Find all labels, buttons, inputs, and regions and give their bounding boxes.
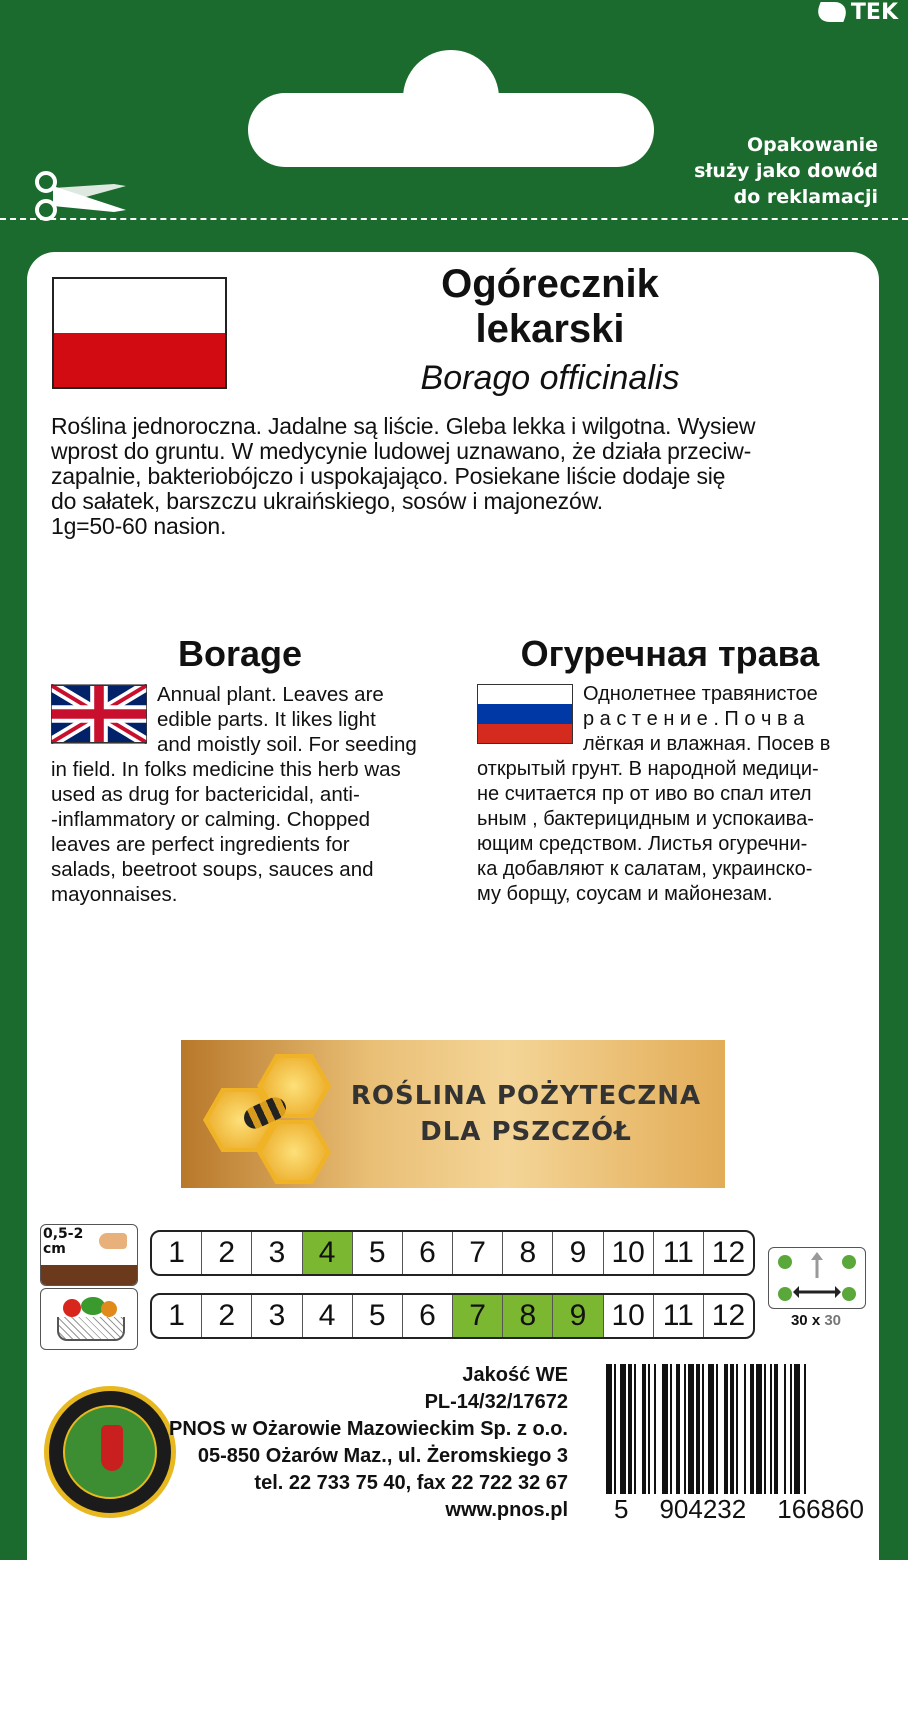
english-line: mayonnaises.	[51, 883, 178, 906]
barcode	[602, 1364, 860, 1494]
harvest-month-11: 11	[654, 1295, 704, 1337]
harvest-month-5: 5	[353, 1295, 403, 1337]
description-english	[51, 682, 431, 907]
harvest-basket-icon	[40, 1288, 138, 1350]
description-line: zapalnie, bakteriobójczo i uspokajająco. Posiekane liście dodaje się	[51, 463, 726, 489]
english-heading: Borage	[177, 633, 303, 674]
harvest-calendar	[150, 1293, 755, 1339]
sowing-month-4: 4	[303, 1232, 353, 1274]
russian-line: не считается пр от иво во спал ител	[477, 783, 812, 805]
russian-heading: Огуречная трава	[520, 633, 820, 674]
sowing-month-6: 6	[403, 1232, 453, 1274]
bee-friendly-banner	[181, 1040, 725, 1188]
notice-line: Opakowanie	[746, 134, 878, 156]
sowing-month-2: 2	[202, 1232, 252, 1274]
english-line: leaves are perfect ingredients for	[51, 833, 350, 856]
english-line: and moistly soil. For seeding	[157, 733, 417, 756]
english-line: used as drug for bactericidal, anti-	[51, 783, 360, 806]
hang-hole	[248, 93, 654, 167]
russian-line: ка добавляют к салатам, украинско-	[477, 858, 813, 880]
harvest-month-12: 12	[711, 1299, 746, 1332]
harvest-month-3: 3	[252, 1295, 302, 1337]
quality-label: Jakość WE	[462, 1364, 568, 1386]
spacing-label: 30 x 30	[790, 1312, 842, 1329]
sowing-month-3: 3	[252, 1232, 302, 1274]
russian-line: открытый грунт. В народной медици-	[477, 758, 819, 780]
sowing-month-7: 7	[453, 1232, 503, 1274]
sowing-depth-icon	[40, 1224, 138, 1286]
harvest-month-10: 10	[604, 1295, 654, 1337]
sowing-month-5: 5	[353, 1232, 403, 1274]
english-line: salads, beetroot soups, sauces and	[51, 858, 374, 881]
english-line: Annual plant. Leaves are	[157, 683, 384, 706]
cut-line	[0, 218, 908, 220]
brand-name: TEK	[850, 0, 898, 25]
brand-mark	[817, 0, 898, 24]
notice-line: służy jako dowód	[694, 160, 878, 182]
harvest-month-8: 8	[503, 1295, 553, 1337]
harvest-month-6: 6	[403, 1295, 453, 1337]
notice-line: do reklamacji	[733, 186, 878, 208]
latin-name: Borago officinalis	[420, 359, 680, 397]
russian-line: Однолетнее травянистое	[583, 683, 818, 705]
polish-flag-icon	[52, 277, 227, 389]
english-line: -inflammatory or calming. Chopped	[51, 808, 371, 831]
barcode-digits: 5 904232 166860	[614, 1494, 864, 1524]
plant-spacing-icon	[768, 1247, 866, 1309]
description-line: do sałatek, barszczu ukraińskiego, sosów i majonezów.	[51, 488, 603, 514]
description-polish	[51, 414, 857, 539]
sowing-month-10: 10	[604, 1232, 654, 1274]
description-russian	[477, 682, 857, 907]
harvest-month-4: 4	[303, 1295, 353, 1337]
sowing-month-12: 12	[711, 1236, 746, 1269]
sowing-month-11: 11	[654, 1232, 704, 1274]
title-line: lekarski	[475, 307, 625, 351]
bee-banner-line: ROŚLINA POŻYTECZNA	[350, 1081, 702, 1111]
description-line: Roślina jednoroczna. Jadalne są liście. Gleba lekka i wilgotna. Wysiew	[51, 413, 756, 439]
sowing-calendar	[150, 1230, 755, 1276]
sowing-month-1: 1	[152, 1232, 202, 1274]
registration-code: PL-14/32/17672	[424, 1391, 568, 1413]
company-info	[150, 1362, 568, 1524]
russian-line: му борщу, соусам и майонезам.	[477, 883, 773, 905]
description-line: 1g=50-60 nasion.	[51, 513, 227, 539]
hand-icon	[99, 1233, 127, 1249]
company-phone: tel. 22 733 75 40, fax 22 722 32 67	[254, 1472, 568, 1494]
company-name: PNOS w Ożarowie Mazowieckim Sp. z o.o.	[169, 1418, 568, 1440]
english-line: in field. In folks medicine this herb was	[51, 758, 401, 781]
company-website: www.pnos.pl	[445, 1499, 568, 1521]
russian-line: р а с т е н и е . П о ч в а	[583, 708, 805, 730]
company-address: 05-850 Ożarów Maz., ul. Żeromskiego 3	[197, 1445, 568, 1467]
pepper-icon	[101, 1425, 123, 1471]
english-line: edible parts. It likes light	[157, 708, 376, 731]
harvest-month-9: 9	[553, 1295, 603, 1337]
bee-banner-text	[331, 1078, 721, 1150]
sowing-month-9: 9	[553, 1232, 603, 1274]
harvest-month-7: 7	[453, 1295, 503, 1337]
scissors-icon	[34, 166, 130, 226]
title-line: Ogórecznik	[441, 262, 659, 306]
product-title	[360, 262, 740, 352]
russian-line: лёгкая и влажная. Посев в	[583, 733, 831, 755]
russian-line: ьным , бактерицидным и успокаива-	[477, 808, 814, 830]
harvest-month-1: 1	[152, 1295, 202, 1337]
bee-banner-line: DLA PSZCZÓŁ	[420, 1117, 632, 1147]
sowing-month-8: 8	[503, 1232, 553, 1274]
description-line: wprost do gruntu. W medycynie ludowej uznawano, że działa przeciw-	[51, 438, 752, 464]
harvest-month-2: 2	[202, 1295, 252, 1337]
russian-line: ющим средством. Листья огуречни-	[477, 833, 808, 855]
sowing-depth-label: 0,5-2 cm	[43, 1226, 84, 1257]
leaf-icon	[813, 2, 850, 22]
complaint-notice	[638, 132, 878, 210]
